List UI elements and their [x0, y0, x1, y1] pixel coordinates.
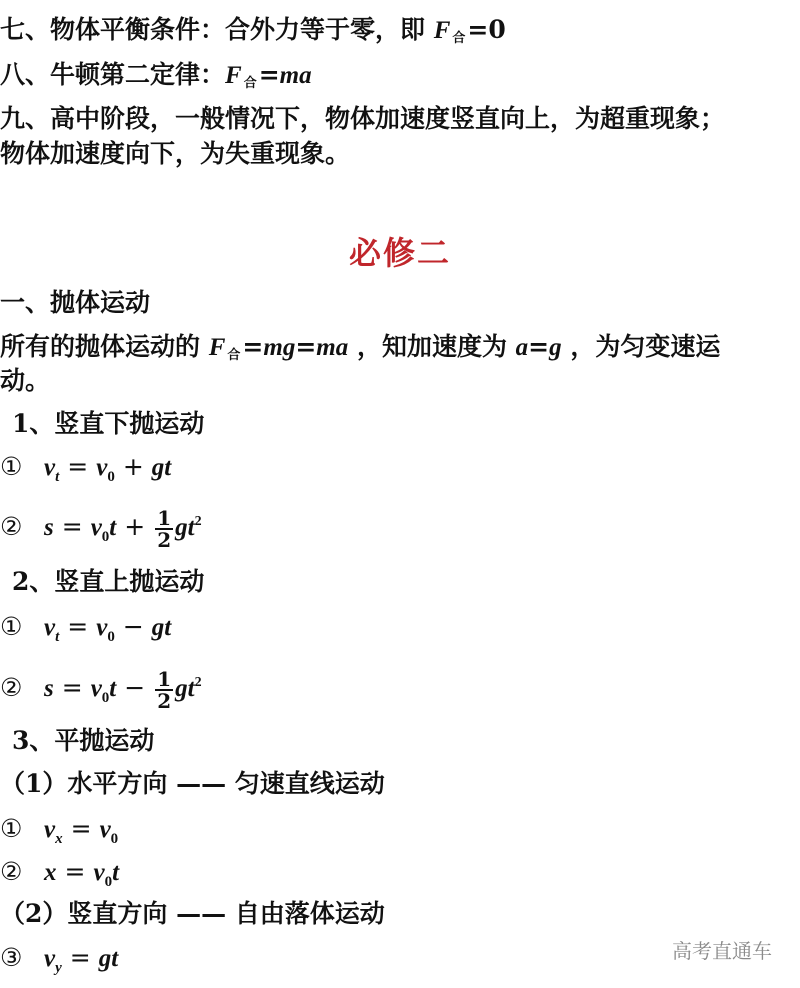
circle-num: ① [0, 452, 23, 481]
eq-3-2: ② $x = v_0t$ [0, 857, 120, 890]
sub-heading-3: 3、平抛运动 [12, 726, 155, 755]
eq-3-1: ① $v_x = v_0$ [0, 814, 119, 847]
line-7-text: 七、物体平衡条件：合外力等于零，即 [0, 15, 434, 44]
section-title: 必修二 [348, 234, 451, 272]
circle-num: ② [0, 857, 23, 886]
sub-heading-2: 2、竖直上抛运动 [12, 567, 205, 596]
sub-he: 合 [227, 348, 241, 363]
eq-1-2: ② $s = v_0t$ + $\frac{1}{2}$ $gt^2$ [0, 505, 202, 552]
section-1-paragraph-2: 动。 [0, 366, 51, 395]
eq-1-1: ① $v_t = v_0$ + gt [0, 452, 172, 485]
circle-num: ② [0, 512, 23, 541]
sub-he: 合 [243, 76, 257, 91]
eq-3-3: ③ $v_y$ = gt [0, 943, 119, 976]
vertical-direction: （2）竖直方向 —— 自由落体运动 [0, 899, 385, 928]
para-a: 所有的抛体运动的 [0, 332, 209, 361]
circle-num: ③ [0, 943, 23, 972]
circle-num: ① [0, 814, 23, 843]
sub-he: 合 [452, 31, 466, 46]
eq-2-2: ② $s = v_0t$ − $\frac{1}{2}$ $gt^2$ [0, 666, 202, 713]
eq-2-1: ① $v_t = v_0$ − gt [0, 612, 172, 645]
section-1-heading: 一、抛体运动 [0, 288, 151, 317]
line-9-b: 物体加速度向下，为失重现象。 [0, 139, 351, 168]
circle-num: ① [0, 612, 23, 641]
para-b: ，知加速度为 [348, 332, 516, 361]
para-c: ，为匀变速运 [561, 332, 721, 361]
line-9-a: 九、高中阶段，一般情况下，物体加速度竖直向上，为超重现象； [0, 104, 726, 133]
horizontal-direction: （1）水平方向 —— 匀速直线运动 [0, 769, 385, 798]
line-8: 八、牛顿第二定律：F 合=ma [0, 60, 312, 91]
sub-heading-1: 1、竖直下抛运动 [12, 409, 205, 438]
circle-num: ② [0, 673, 23, 702]
watermark: 高考直通车 [672, 939, 772, 963]
line-7: 七、物体平衡条件：合外力等于零，即 F 合=0 [0, 15, 506, 46]
section-1-paragraph: 所有的抛体运动的 F 合=mg=ma ，知加速度为 a=g ，为匀变速运 [0, 332, 721, 363]
line-8-text: 八、牛顿第二定律： [0, 60, 226, 89]
